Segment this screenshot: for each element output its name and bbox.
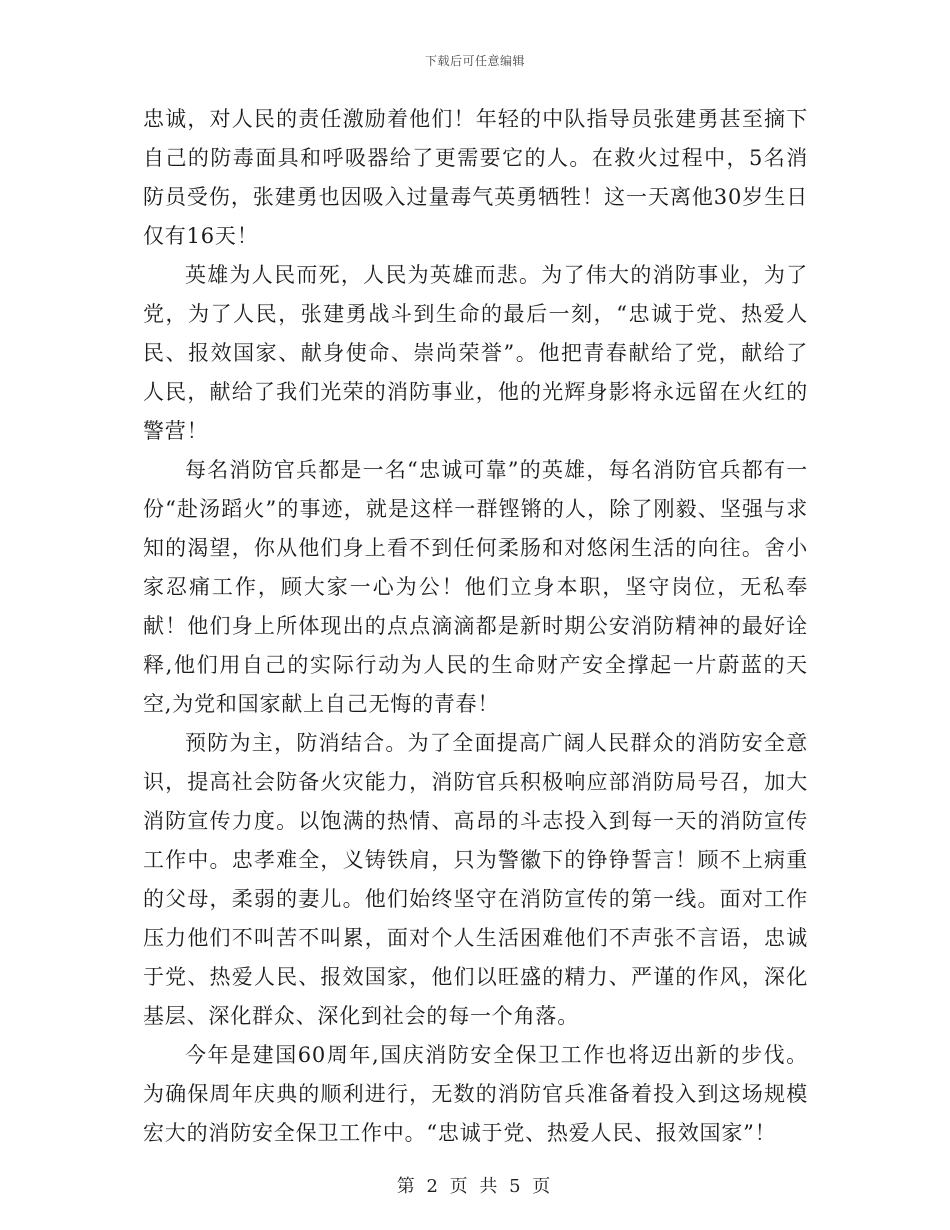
paragraph-3: 每名消防官兵都是一名“忠诚可靠”的英雄，每名消防官兵都有一份“赴汤蹈火”的事迹，就是这样一群铿锵的人，除了刚毅、坚强与求知的渴望，你从他们身上看不到任何柔肠和对悠闲生活的向往。舍小家忍痛工作，顾大家一心为公！他们立身本职，坚守岗位，无私奉献！他们身上所体现出的点点滴滴都是新时期公安消防精神的最好诠释,他们用自己的实际行动为人民的生命财产安全撑起一片蔚蓝的天空,为党和国家献上自己无悔的青春！ <box>143 458 808 716</box>
paragraph-5: 今年是建国60周年,国庆消防安全保卫工作也将迈出新的步伐。为确保周年庆典的顺利进行，无数的消防官兵准备着投入到这场规模宏大的消防安全保卫工作中。“忠诚于党、热爱人民、报效国家”！ <box>143 1043 808 1145</box>
paragraph-4: 预防为主，防消结合。为了全面提高广阔人民群众的消防安全意识，提高社会防备火灾能力，消防官兵积极响应部消防局号召，加大消防宣传力度。以饱满的热情、高昂的斗志投入到每一天的消防宣传工作中。忠孝难全，义铸铁肩，只为警徽下的铮铮誓言！顾不上病重的父母，柔弱的妻儿。他们始终坚守在消防宣传的第一线。面对工作压力他们不叫苦不叫累，面对个人生活困难他们不声张不言语，忠诚于党、热爱人民、报效国家，他们以旺盛的精力、严谨的作风，深化基层、深化群众、深化到社会的每一个角落。 <box>143 731 808 1028</box>
page-header-note: 下载后可任意编辑 <box>424 54 525 68</box>
paragraph-1: 忠诚，对人民的责任激励着他们！年轻的中队指导员张建勇甚至摘下自己的防毒面具和呼吸器给了更需要它的人。在救火过程中，5名消防员受伤，张建勇也因吸入过量毒气英勇牺牲！这一天离他30岁生日仅有16天！ <box>143 107 808 248</box>
page-number: 第 2 页 共 5 页 <box>396 1176 554 1197</box>
document-body <box>143 100 808 1153</box>
paragraph-2: 英雄为人民而死，人民为英雄而悲。为了伟大的消防事业，为了党，为了人民，张建勇战斗到生命的最后一刻，“忠诚于党、热爱人民、报效国家、献身使命、崇尚荣誉”。他把青春献给了党，献给了人民，献给了我们光荣的消防事业，他的光辉身影将永远留在火红的警营！ <box>143 263 808 443</box>
